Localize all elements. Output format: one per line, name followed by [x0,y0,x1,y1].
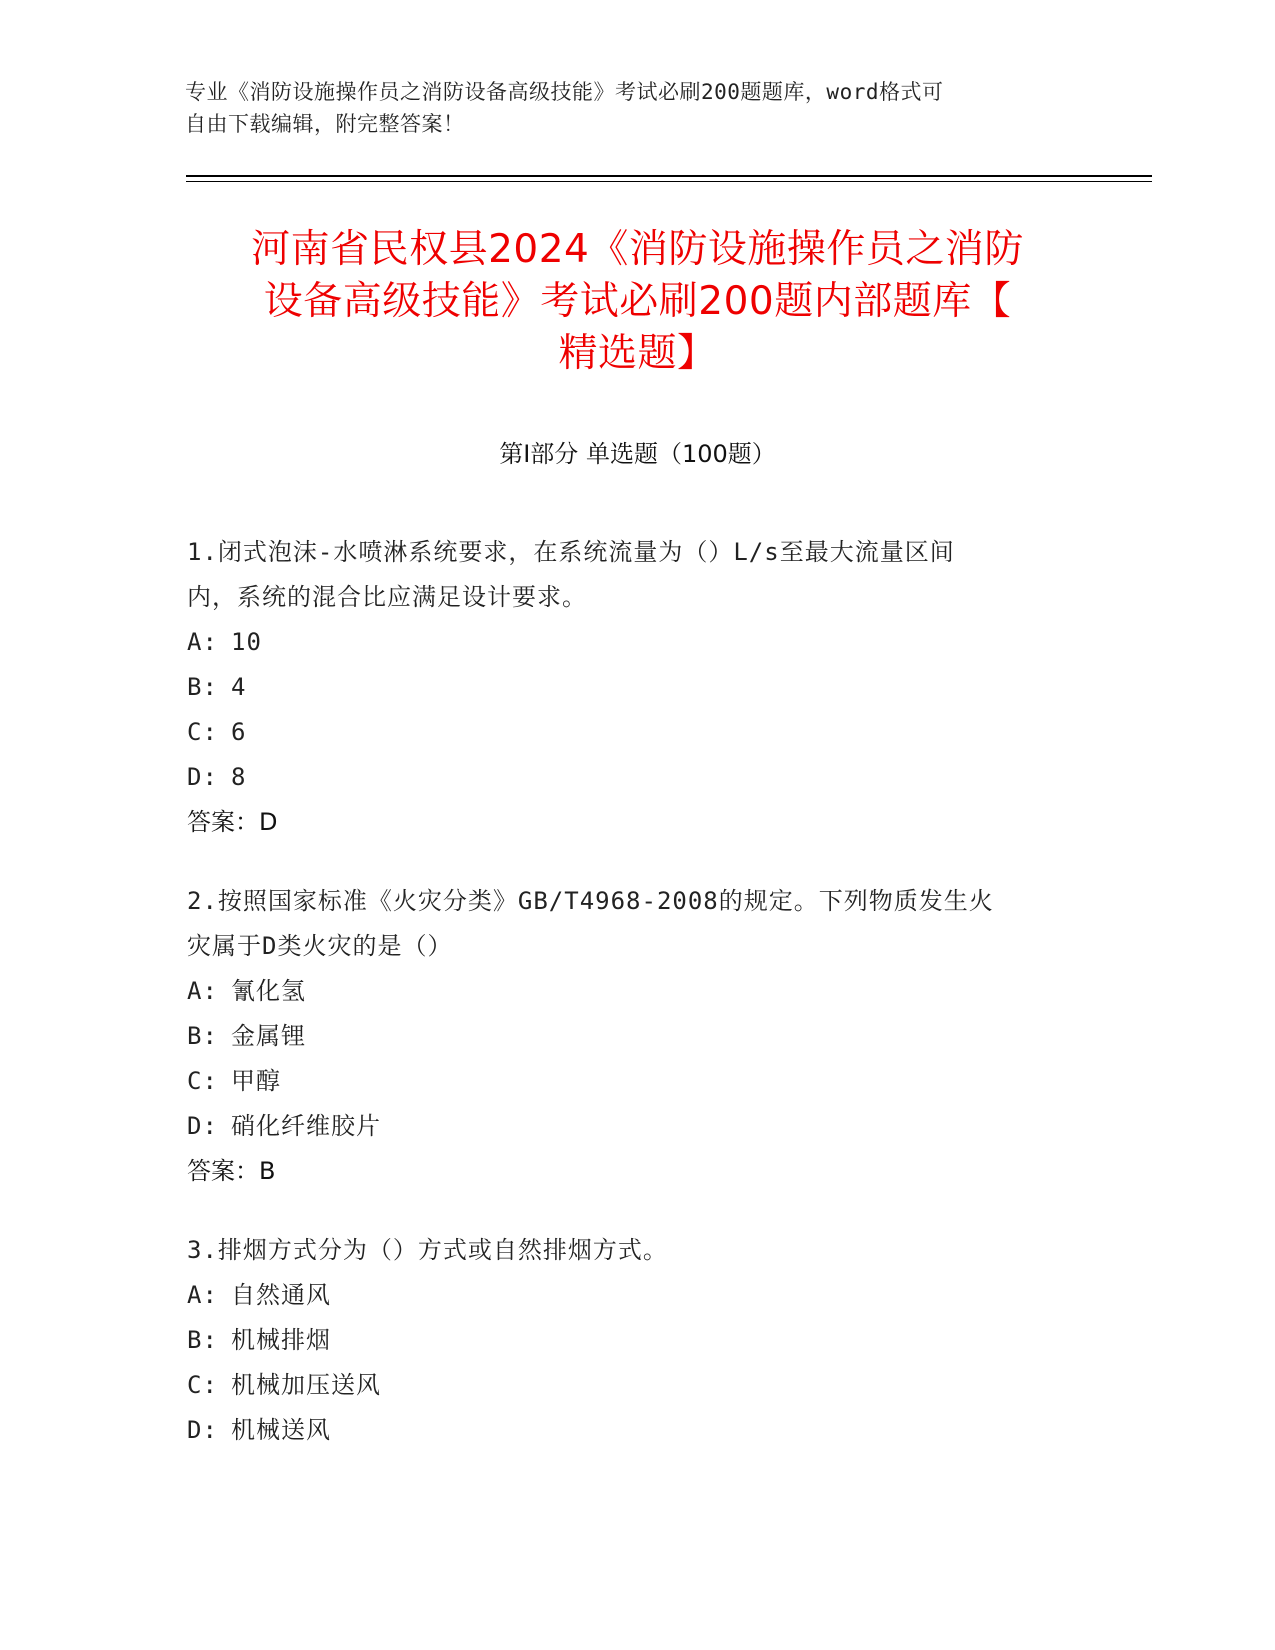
option-text: 甲醇 [231,1067,281,1095]
header-note [185,76,1085,140]
question-stem: 1.闭式泡沫-水喷淋系统要求，在系统流量为（）L/s至最大流量区间 [187,538,955,566]
option-a [187,620,1087,665]
option-text: 自然通风 [231,1281,331,1309]
option-key: B: [187,1326,218,1354]
section-heading: 第Ⅰ部分 单选题（100题） [499,440,776,468]
option-text: 4 [231,673,247,701]
title-line-3: 精选题】 [558,331,717,376]
question-list [187,530,1087,1487]
document-title [150,224,1125,380]
option-key: A: [187,628,218,656]
option-a [187,969,1087,1014]
question-stem: 2.按照国家标准《火灾分类》GB/T4968-2008的规定。下列物质发生火 [187,887,994,915]
answer-label: 答案：D [187,808,278,836]
option-b [187,1014,1087,1059]
option-key: A: [187,1281,218,1309]
header-note-line-2: 自由下载编辑，附完整答案！ [185,112,465,136]
question-2 [187,879,1087,1194]
option-key: D: [187,763,218,791]
option-key: D: [187,1416,218,1444]
option-d [187,755,1087,800]
option-d [187,1104,1087,1149]
question-stem: 3.排烟方式分为（）方式或自然排烟方式。 [187,1236,668,1264]
option-a [187,1273,1087,1318]
option-text: 机械加压送风 [231,1371,381,1399]
option-text: 6 [231,718,247,746]
title-line-2: 设备高级技能》考试必刷200题内部题库【 [263,279,1012,324]
title-line-1: 河南省民权县2024《消防设施操作员之消防 [251,227,1024,272]
option-d [187,1408,1087,1453]
option-text: 机械排烟 [231,1326,331,1354]
option-text: 硝化纤维胶片 [231,1112,381,1140]
option-key: C: [187,1067,218,1095]
question-stem-continued: 内，系统的混合比应满足设计要求。 [187,583,587,611]
option-key: A: [187,977,218,1005]
option-key: B: [187,673,218,701]
header-rule-thin [186,181,1152,182]
option-text: 氰化氢 [231,977,306,1005]
option-c [187,710,1087,755]
option-b [187,1318,1087,1363]
option-c [187,1059,1087,1104]
option-c [187,1363,1087,1408]
option-text: 机械送风 [231,1416,331,1444]
question-stem-continued: 灾属于D类火灾的是（） [187,932,453,960]
option-text: 8 [231,763,247,791]
option-text: 金属锂 [231,1022,306,1050]
option-key: C: [187,1371,218,1399]
option-key: D: [187,1112,218,1140]
option-text: 10 [231,628,262,656]
option-key: B: [187,1022,218,1050]
header-note-line-1: 专业《消防设施操作员之消防设备高级技能》考试必刷200题题库，word格式可 [185,80,944,104]
answer-label: 答案：B [187,1157,276,1185]
header-rule-thick [186,175,1152,177]
question-3 [187,1228,1087,1453]
option-b [187,665,1087,710]
option-key: C: [187,718,218,746]
question-1 [187,530,1087,845]
